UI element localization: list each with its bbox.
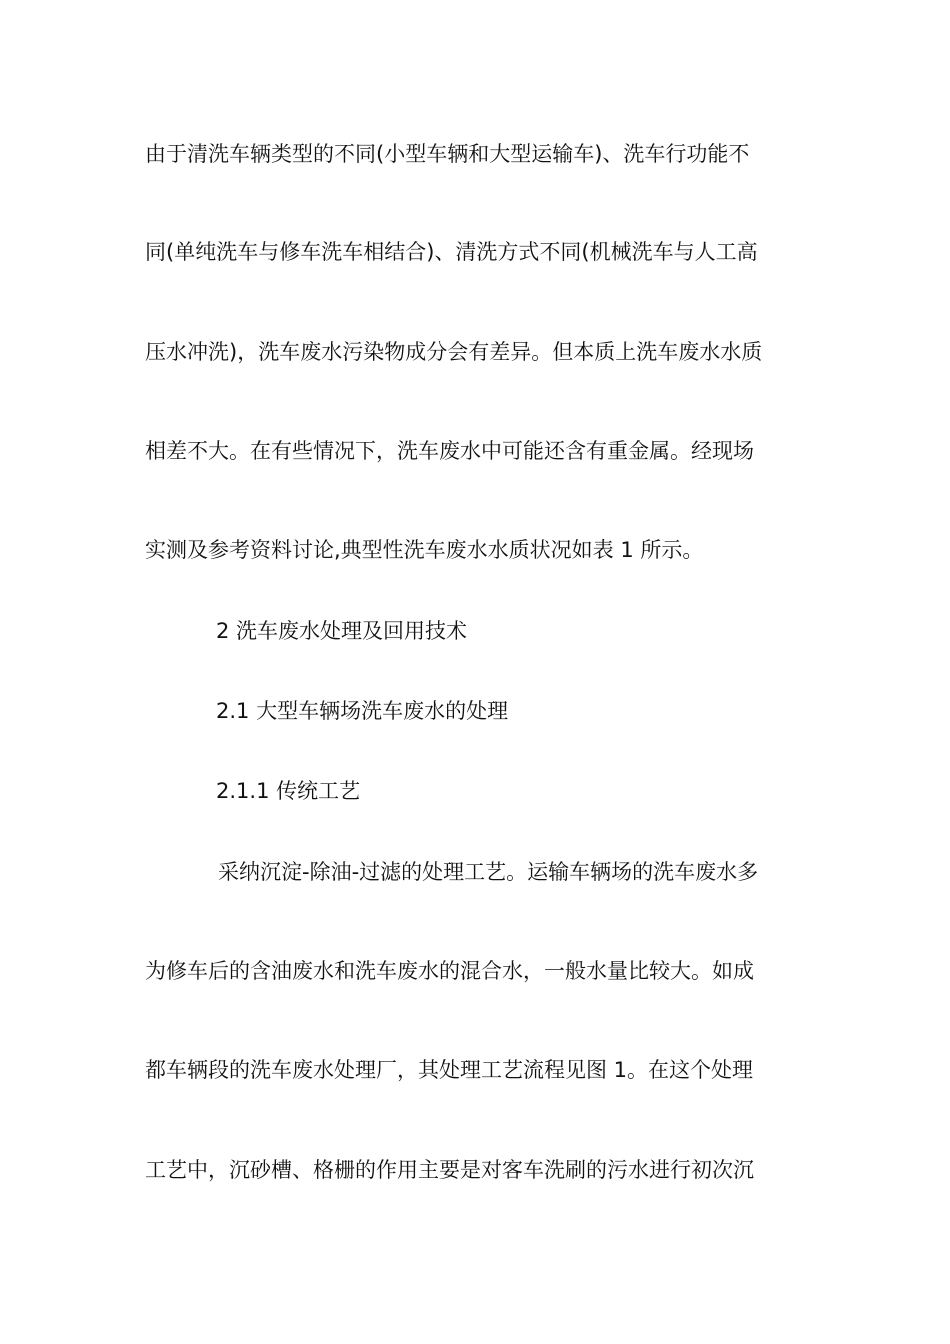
- heading-section-2: 2 洗车废水处理及回用技术: [216, 619, 468, 643]
- paragraph-1-line-5: 实测及参考资料讨论,典型性洗车废水水质状况如表 1 所示。: [145, 538, 704, 562]
- heading-section-2-1-1: 2.1.1 传统工艺: [216, 779, 361, 803]
- paragraph-2-line-4: 工艺中，沉砂槽、格栅的作用主要是对客车洗刷的污水进行初次沉: [145, 1158, 754, 1182]
- heading-section-2-1: 2.1 大型车辆场洗车废水的处理: [216, 699, 509, 723]
- paragraph-1-line-2: 同(单纯洗车与修车洗车相结合)、清洗方式不同(机械洗车与人工高: [145, 240, 758, 264]
- paragraph-2-line-3: 都车辆段的洗车废水处理厂，其处理工艺流程见图 1。在这个处理: [145, 1058, 754, 1082]
- paragraph-2-line-2: 为修车后的含油废水和洗车废水的混合水，一般水量比较大。如成: [145, 959, 754, 983]
- paragraph-1-line-1: 由于清洗车辆类型的不同(小型车辆和大型运输车)、洗车行功能不: [145, 142, 750, 166]
- paragraph-1-line-3: 压水冲洗)，洗车废水污染物成分会有差异。但本质上洗车废水水质: [145, 340, 763, 364]
- paragraph-2-line-1: 采纳沉淀-除油-过滤的处理工艺。运输车辆场的洗车废水多: [218, 860, 759, 884]
- paragraph-1-line-4: 相差不大。在有些情况下，洗车废水中可能还含有重金属。经现场: [145, 439, 754, 463]
